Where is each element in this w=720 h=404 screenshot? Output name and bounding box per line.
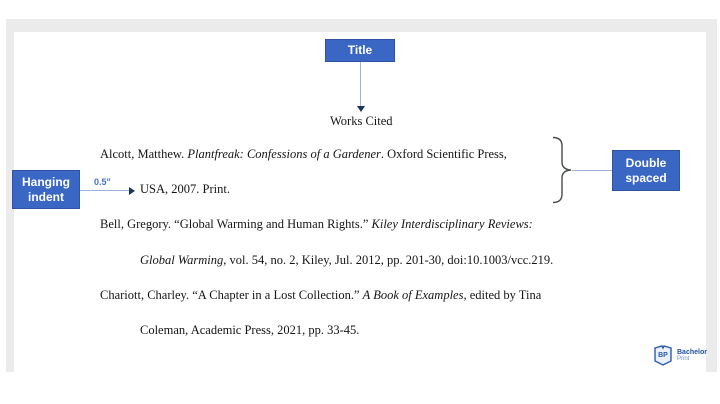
- citation-line: Alcott, Matthew. Plantfreak: Confessions of a Gardener. Oxford Scientific Press,: [100, 147, 507, 161]
- brand-logo: [652, 344, 707, 368]
- svg-text:BP: BP: [658, 352, 668, 359]
- indent-measure-label: 0.5": [94, 177, 111, 187]
- citation-line: Chariott, Charley. “A Chapter in a Lost Collection.” A Book of Examples, edited by Tina: [100, 288, 542, 302]
- hanging-indent-arrow-icon: [129, 187, 135, 195]
- title-arrow-icon: [357, 106, 365, 112]
- double-spaced-callout: Double spaced: [612, 150, 680, 191]
- citation-line: Coleman, Academic Press, 2021, pp. 33-45.: [140, 323, 360, 337]
- brand-name-line1: Bachelor: [677, 349, 707, 356]
- title-callout: Title: [325, 39, 395, 62]
- page-frame-right: [706, 19, 717, 372]
- citation-line: USA, 2007. Print.: [140, 182, 230, 196]
- book-logo-icon: [652, 344, 674, 368]
- brand-wordmark: [677, 349, 707, 363]
- works-cited-heading: Works Cited: [330, 114, 393, 128]
- page-frame-top: [6, 19, 717, 32]
- citation-line: Global Warming, vol. 54, no. 2, Kiley, Jul. 2012, pp. 201-30, doi:10.1003/vcc.219.: [140, 253, 554, 267]
- hanging-indent-arrow-line: [80, 190, 129, 191]
- title-arrow-line: [360, 62, 361, 107]
- brand-name-line2: Print: [677, 356, 690, 362]
- hanging-indent-callout: Hanging indent: [12, 170, 80, 209]
- double-spaced-connector-line: [572, 170, 612, 171]
- citation-line: Bell, Gregory. “Global Warming and Human Rights.” Kiley Interdisciplinary Reviews:: [100, 217, 533, 231]
